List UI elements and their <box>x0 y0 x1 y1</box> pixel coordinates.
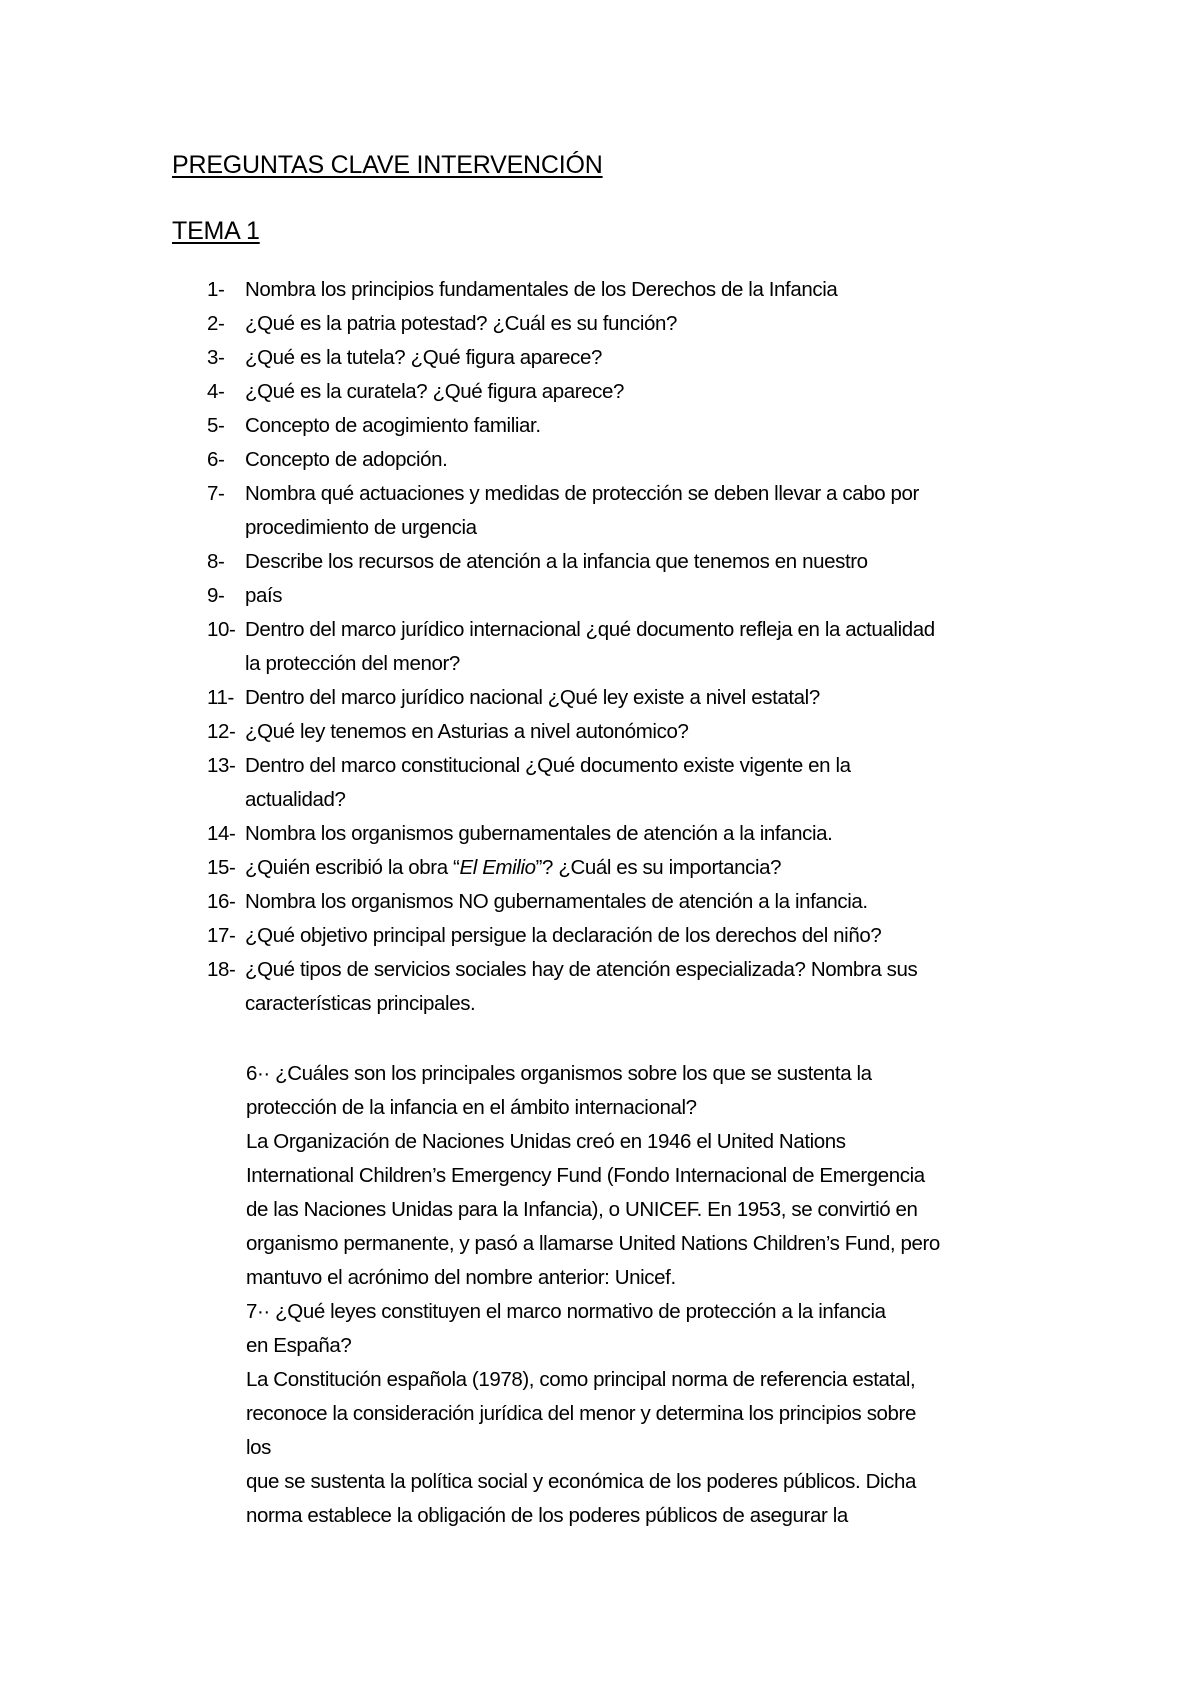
question-text: ¿Qué es la patria potestad? ¿Cuál es su función? <box>245 312 678 335</box>
question-number: 6- <box>207 448 225 471</box>
question-number: 1- <box>207 278 225 301</box>
answer-text-line: La Constitución española (1978), como principal norma de referencia estatal, <box>246 1368 916 1391</box>
question-text: Nombra los principios fundamentales de los Derechos de la Infancia <box>245 278 838 301</box>
question-text: Dentro del marco jurídico nacional ¿Qué ley existe a nivel estatal? <box>245 686 820 709</box>
question-text: Describe los recursos de atención a la infancia que tenemos en nuestro <box>245 550 868 573</box>
question-text: Dentro del marco jurídico internacional ¿qué documento refleja en la actualidad la protección del menor? <box>245 618 935 675</box>
question-item-5 <box>207 409 1067 443</box>
question-item-12 <box>207 715 1067 749</box>
answer-question: en España? <box>246 1334 352 1357</box>
answer-text-line: La Organización de Naciones Unidas creó en 1946 el United Nations <box>246 1130 846 1153</box>
answer-text-line: reconoce la consideración jurídica del menor y determina los principios sobre <box>246 1402 916 1425</box>
question-number: 8- <box>207 550 225 573</box>
answer-7 <box>246 1295 1066 1533</box>
question-text: Concepto de acogimiento familiar. <box>245 414 541 437</box>
question-text: Dentro del marco constitucional ¿Qué documento existe vigente en la actualidad? <box>245 754 851 811</box>
question-text: Nombra los organismos NO gubernamentales de atención a la infancia. <box>245 890 868 913</box>
question-item-3 <box>207 341 1067 375</box>
question-item-16 <box>207 885 1067 919</box>
question-number: 4- <box>207 380 225 403</box>
question-item-14 <box>207 817 1067 851</box>
question-text <box>245 851 1067 885</box>
answer-text-line: mantuvo el acrónimo del nombre anterior: Unicef. <box>246 1266 676 1289</box>
question-text: ¿Qué es la curatela? ¿Qué figura aparece? <box>245 380 625 403</box>
answer-text-line: de las Naciones Unidas para la Infancia), o UNICEF. En 1953, se convirtió en <box>246 1198 918 1221</box>
section-title: TEMA 1 <box>172 217 260 245</box>
question-item-7 <box>207 477 1067 545</box>
question-number: 11- <box>207 686 234 709</box>
answer-question: 7·· ¿Qué leyes constituyen el marco normativo de protección a la infancia <box>246 1300 886 1323</box>
question-number: 13- <box>207 754 236 777</box>
question-number: 2- <box>207 312 225 335</box>
question-number: 14- <box>207 822 236 845</box>
question-text: ¿Qué ley tenemos en Asturias a nivel autonómico? <box>245 720 689 743</box>
question-number: 5- <box>207 414 225 437</box>
answer-text-line: organismo permanente, y pasó a llamarse United Nations Children’s Fund, pero <box>246 1232 940 1255</box>
answer-6 <box>246 1057 1066 1295</box>
question-item-18 <box>207 953 1067 1021</box>
question-item-13 <box>207 749 1067 817</box>
question-item-1 <box>207 273 1067 307</box>
question-item-11 <box>207 681 1067 715</box>
question-number: 15- <box>207 856 236 879</box>
question-text: Concepto de adopción. <box>245 448 448 471</box>
question-text: ¿Qué tipos de servicios sociales hay de atención especializada? Nombra sus características principales. <box>245 958 918 1015</box>
answer-text-line: los <box>246 1436 272 1459</box>
question-item-8 <box>207 545 1067 579</box>
question-text: Nombra los organismos gubernamentales de atención a la infancia. <box>245 822 833 845</box>
question-item-9 <box>207 579 1067 613</box>
question-item-10 <box>207 613 1067 681</box>
question-item-15 <box>207 851 1067 885</box>
question-number: 10- <box>207 618 236 641</box>
answer-text-line: que se sustenta la política social y económica de los poderes públicos. Dicha <box>246 1470 917 1493</box>
book-title: El Emilio <box>459 856 536 879</box>
question-text: país <box>245 584 283 607</box>
answer-question: 6·· ¿Cuáles son los principales organismos sobre los que se sustenta la <box>246 1062 872 1085</box>
answer-text-line: International Children’s Emergency Fund (Fondo Internacional de Emergencia <box>246 1164 925 1187</box>
answer-question: protección de la infancia en el ámbito internacional? <box>246 1096 697 1119</box>
question-text-end: ”? ¿Cuál es su importancia? <box>535 856 782 879</box>
question-item-4 <box>207 375 1067 409</box>
question-text: Nombra qué actuaciones y medidas de protección se deben llevar a cabo por procedimiento de urgencia <box>245 482 919 539</box>
question-item-17 <box>207 919 1067 953</box>
question-text: ¿Qué objetivo principal persigue la declaración de los derechos del niño? <box>245 924 882 947</box>
question-number: 3- <box>207 346 225 369</box>
question-number: 9- <box>207 584 225 607</box>
question-list <box>207 273 1067 1021</box>
answers-block <box>246 1057 1066 1533</box>
question-text-start: ¿Quién escribió la obra “ <box>245 856 460 879</box>
answer-text-line: norma establece la obligación de los poderes públicos de asegurar la <box>246 1504 848 1527</box>
question-number: 16- <box>207 890 236 913</box>
question-item-2 <box>207 307 1067 341</box>
question-text: ¿Qué es la tutela? ¿Qué figura aparece? <box>245 346 603 369</box>
question-number: 17- <box>207 924 236 947</box>
question-number: 7- <box>207 482 225 505</box>
question-item-6 <box>207 443 1067 477</box>
question-number: 18- <box>207 958 236 981</box>
document-title: PREGUNTAS CLAVE INTERVENCIÓN <box>172 151 603 179</box>
question-number: 12- <box>207 720 236 743</box>
